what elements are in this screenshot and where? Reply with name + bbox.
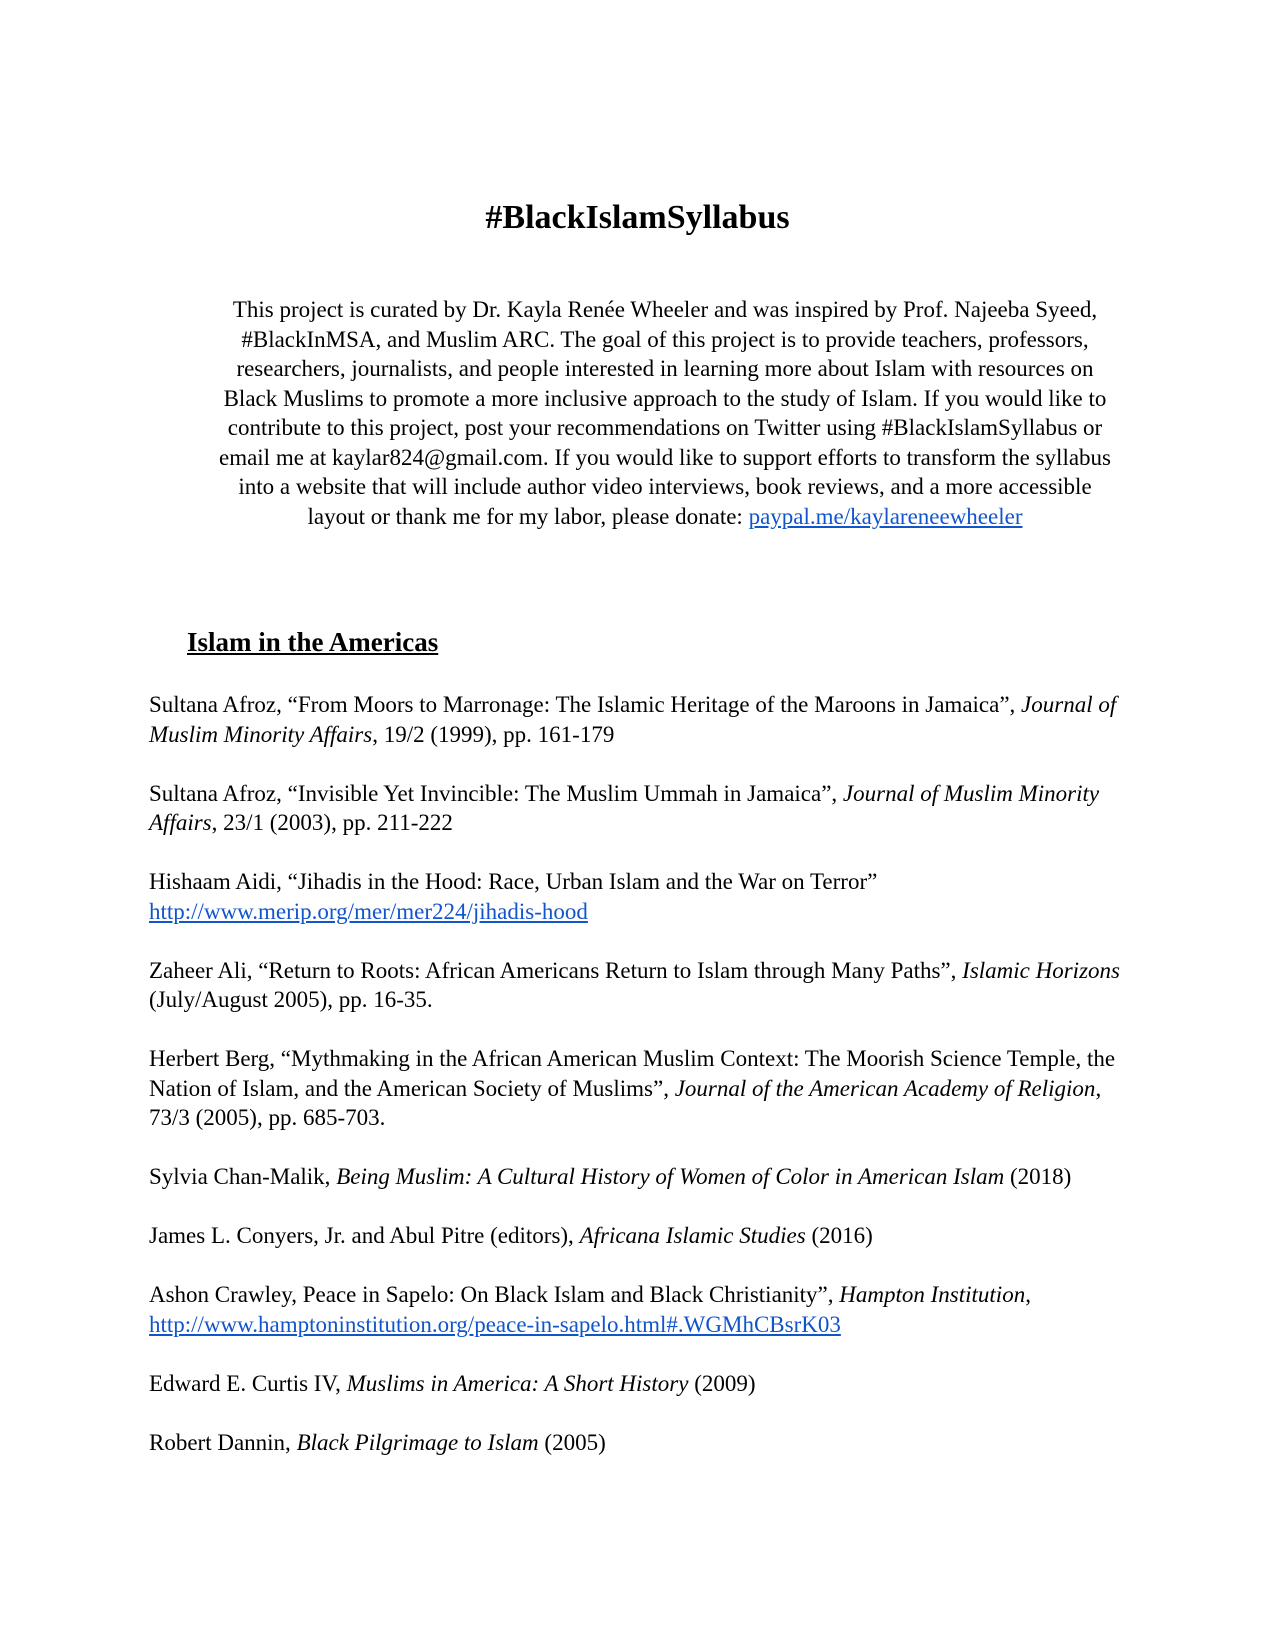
entry-text: Zaheer Ali, “Return to Roots: African Americans Return to Islam through Many Paths”,: [149, 957, 963, 983]
entry-text: James L. Conyers, Jr. and Abul Pitre (editors),: [149, 1223, 580, 1248]
entry-link[interactable]: http://www.merip.org/mer/mer224/jihadis-hood: [149, 898, 588, 924]
bibliography-entry: [149, 779, 1129, 838]
entry-title-italic: Black Pilgrimage to Islam: [296, 1429, 539, 1455]
intro-paragraph: [215, 295, 1115, 531]
bibliography-entry: [149, 867, 1129, 926]
bibliography-entry: [149, 1162, 1129, 1192]
entry-title-italic: Journal of Muslim Minority Affairs: [149, 692, 1117, 747]
entry-text: Ashon Crawley, Peace in Sapelo: On Black Islam and Black Christianity”,: [149, 1282, 840, 1307]
entry-text: Edward E. Curtis IV,: [149, 1370, 347, 1396]
bibliography-entry: [149, 1280, 1129, 1339]
intro-text: This project is curated by Dr. Kayla Renée Wheeler and was inspired by Prof. Najeeba Syeed, #BlackInMSA, and Muslim ARC. The goal of this project is to provide teachers, professors, researchers, journalists, and people interested in learning more about Islam with resources on Black Muslims to promote a more inclusive approach to the study of Islam. If you would like to contribute to this project, post your recommendations on Twitter using #BlackIslamSyllabus or email me at kaylar824@gmail.com. If you would like to support efforts to transform the syllabus into a website that will include author video interviews, book reviews, and a more accessible layout or thank me for my labor, please donate:: [218, 297, 1111, 529]
entry-title-italic: Africana Islamic Studies: [579, 1223, 806, 1248]
entry-text: (2016): [805, 1223, 873, 1248]
entry-title-italic: Hampton Institution: [839, 1282, 1026, 1307]
entry-title-italic: Islamic Horizons: [962, 957, 1120, 983]
entry-link[interactable]: http://www.hamptoninstitution.org/peace-in-sapelo.html#.WGMhCBsrK03: [149, 1311, 841, 1337]
bibliography-list: [149, 690, 1129, 1487]
page-title: #BlackIslamSyllabus: [485, 199, 790, 236]
entry-text: (2018): [1004, 1164, 1072, 1189]
entry-text: (2005): [538, 1429, 606, 1455]
entry-text: Robert Dannin,: [149, 1429, 297, 1455]
entry-text: Hishaam Aidi, “Jihadis in the Hood: Race, Urban Islam and the War on Terror”: [149, 869, 878, 894]
bibliography-entry: [149, 1221, 1129, 1251]
entry-text: (July/August 2005), pp. 16-35.: [149, 987, 433, 1012]
entry-text: Sultana Afroz, “Invisible Yet Invincible: The Muslim Ummah in Jamaica”,: [149, 780, 843, 806]
donate-link[interactable]: paypal.me/kaylareneewheeler: [748, 503, 1023, 529]
entry-title-italic: Journal of Muslim Minority Affairs: [149, 780, 1100, 835]
bibliography-entry: [149, 1369, 1129, 1399]
entry-text: Sultana Afroz, “From Moors to Marronage: The Islamic Heritage of the Maroons in Jamaica”,: [149, 692, 1022, 717]
entry-title-italic: Being Muslim: A Cultural History of Women of Color in American Islam: [336, 1164, 1005, 1189]
entry-title-italic: Muslims in America: A Short History: [346, 1370, 689, 1396]
entry-text: , 73/3 (2005), pp. 685-703.: [149, 1075, 1102, 1130]
entry-text: Herbert Berg, “Mythmaking in the African American Muslim Context: The Moorish Science Temple, the Nation of Islam, and the American Society of Muslims”,: [149, 1046, 1116, 1101]
section-heading: Islam in the Americas: [187, 627, 439, 657]
bibliography-entry: [149, 690, 1129, 749]
bibliography-entry: [149, 956, 1129, 1015]
entry-text: ,: [1025, 1282, 1031, 1307]
bibliography-entry: [149, 1044, 1129, 1133]
entry-text: , 23/1 (2003), pp. 211-222: [211, 810, 453, 835]
entry-text: (2009): [688, 1370, 756, 1396]
entry-title-italic: Journal of the American Academy of Religion: [674, 1075, 1096, 1101]
bibliography-entry: [149, 1428, 1129, 1458]
entry-text: Sylvia Chan-Malik,: [149, 1164, 337, 1189]
entry-text: , 19/2 (1999), pp. 161-179: [372, 721, 615, 747]
